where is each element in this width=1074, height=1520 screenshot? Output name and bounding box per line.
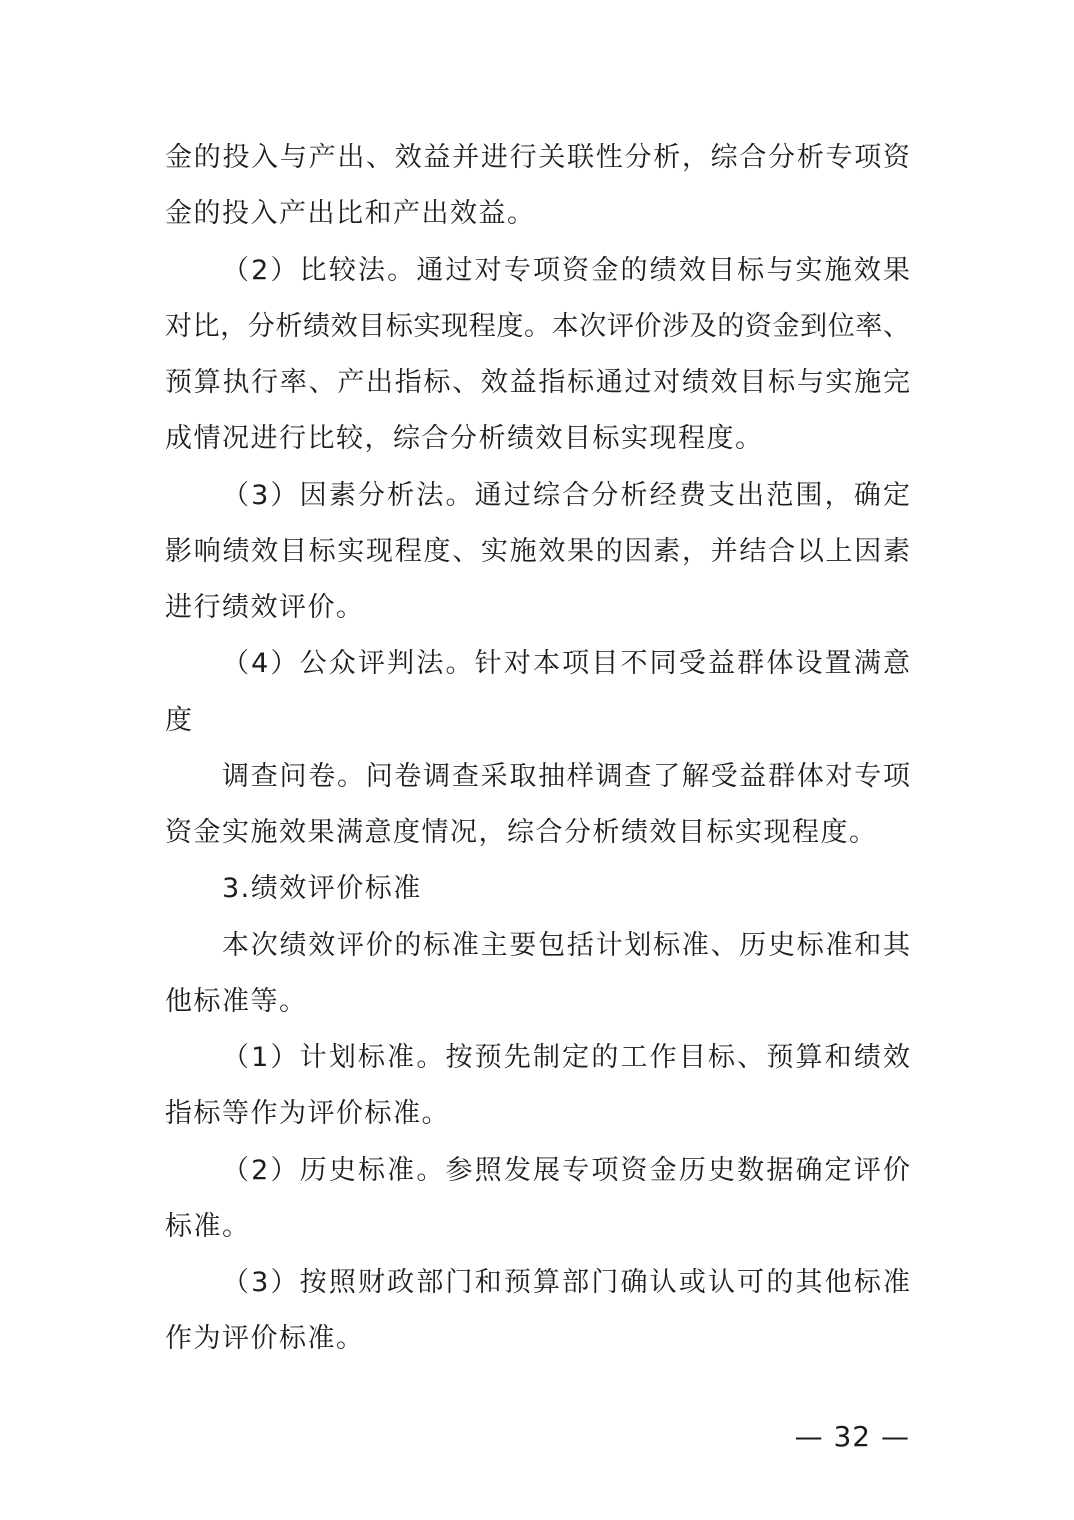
text-line: （3）按照财政部门和预算部门确认或认可的其他标准 xyxy=(222,1267,910,1298)
text-line: 预算执行率、产出指标、效益指标通过对绩效目标与实施完 xyxy=(165,367,910,398)
text-line: （1）计划标准。按预先制定的工作目标、预算和绩效 xyxy=(222,1042,910,1073)
text-line: 标准。 xyxy=(165,1210,251,1242)
text-line: 金的投入与产出、效益并进行关联性分析，综合分析专项资 xyxy=(165,142,910,173)
text-line: 本次绩效评价的标准主要包括计划标准、历史标准和其 xyxy=(222,929,910,961)
text-line: 调查问卷。问卷调查采取抽样调查了解受益群体对专项 xyxy=(222,760,910,792)
text-line: 指标等作为评价标准。 xyxy=(165,1098,450,1130)
text-line: 度 xyxy=(165,704,194,736)
text-line: 资金实施效果满意度情况，综合分析绩效目标实现程度。 xyxy=(165,817,878,848)
text-line: 他标准等。 xyxy=(165,985,308,1017)
text-line: 成情况进行比较，综合分析绩效目标实现程度。 xyxy=(165,423,764,455)
text-line: 进行绩效评价。 xyxy=(165,592,365,623)
body-text xyxy=(165,130,910,1368)
page-number: — 32 — xyxy=(794,1420,910,1453)
text-line: 影响绩效目标实现程度、实施效果的因素，并结合以上因素 xyxy=(165,535,910,567)
text-line: 金的投入产出比和产出效益。 xyxy=(165,198,536,230)
text-line: （2）历史标准。参照发展专项资金历史数据确定评价 xyxy=(222,1154,910,1186)
text-line: （2）比较法。通过对专项资金的绩效目标与实施效果 xyxy=(222,254,910,286)
text-line: 作为评价标准。 xyxy=(165,1323,365,1355)
section-heading: 3.绩效评价标准 xyxy=(222,873,422,905)
text-line: （4）公众评判法。针对本项目不同受益群体设置满意 xyxy=(222,648,910,680)
text-line: 对比，分析绩效目标实现程度。本次评价涉及的资金到位率、 xyxy=(165,310,910,342)
text-line: （3）因素分析法。通过综合分析经费支出范围，确定 xyxy=(222,479,910,511)
